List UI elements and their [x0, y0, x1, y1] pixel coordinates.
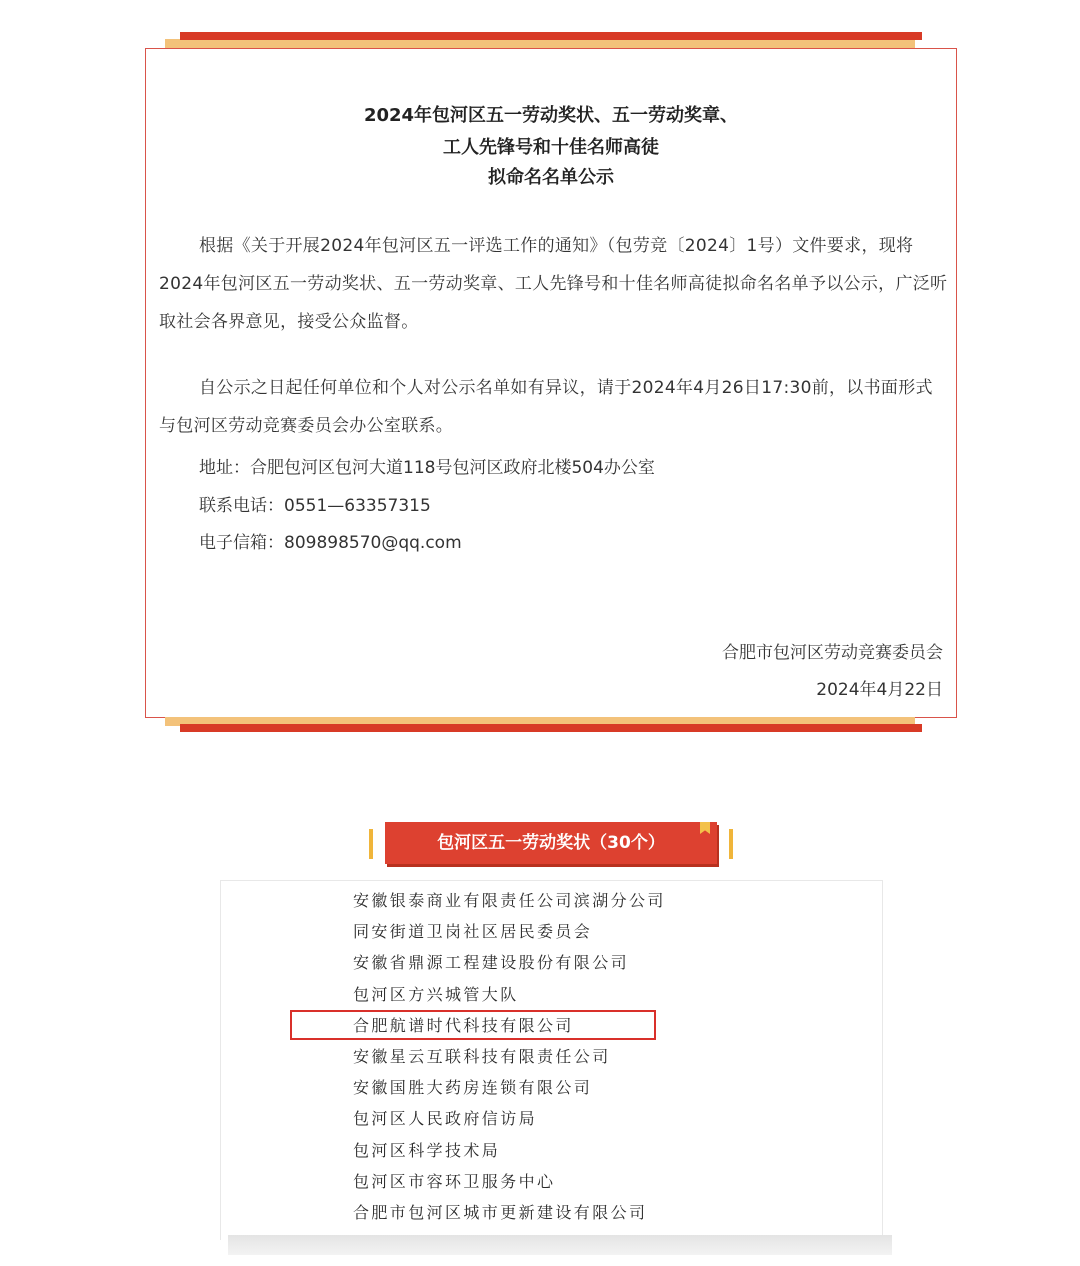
notice-title-line1: 2024年包河区五一劳动奖状、五一劳动奖章、 — [363, 105, 739, 126]
notice-paragraph-2: 自公示之日起任何单位和个人对公示名单如有异议，请于2024年4月26日17:30前，以书面形式与包河区劳动竞赛委员会办公室联系。 — [159, 378, 933, 436]
list-item-highlighted: 合肥航谱时代科技有限公司 — [353, 1015, 574, 1035]
top-gold-stripe — [165, 39, 915, 48]
header-right-accent-bar — [729, 829, 733, 859]
list-item: 安徽省鼎源工程建设股份有限公司 — [353, 953, 630, 973]
list-item: 包河区方兴城管大队 — [353, 984, 519, 1004]
list-item: 包河区人民政府信访局 — [353, 1109, 538, 1129]
section-header: 包河区五一劳动奖状（30个） — [385, 822, 717, 864]
list-item: 包河区市容环卫服务中心 — [353, 1171, 556, 1191]
list-item: 安徽星云互联科技有限责任公司 — [353, 1046, 611, 1066]
notice-card — [145, 48, 957, 718]
top-red-stripe — [180, 32, 922, 40]
awardee-list — [353, 888, 666, 1231]
signature-organization: 合肥市包河区劳动竞赛委员会 — [722, 643, 943, 663]
signature-date: 2024年4月22日 — [816, 680, 943, 700]
notice-title-line2: 工人先锋号和十佳名师高徒 — [443, 137, 659, 158]
contact-phone: 联系电话：0551—63357315 — [199, 496, 431, 516]
list-item: 合肥市包河区城市更新建设有限公司 — [353, 1202, 648, 1222]
notice-title-line3: 拟命名名单公示 — [488, 167, 614, 188]
list-item: 同安街道卫岗社区居民委员会 — [353, 922, 593, 942]
bottom-shadow-bar — [228, 1235, 892, 1255]
list-item: 安徽国胜大药房连锁有限公司 — [353, 1078, 593, 1098]
bottom-red-stripe — [180, 724, 922, 732]
contact-address: 地址：合肥包河区包河大道118号包河区政府北楼504办公室 — [199, 458, 655, 478]
highlight-box — [290, 1010, 656, 1040]
notice-paragraph-1: 根据《关于开展2024年包河区五一评选工作的通知》（包劳竞〔2024〕1号）文件要求，现将2024年包河区五一劳动奖状、五一劳动奖章、工人先锋号和十佳名师高徒拟命名名单予以公示，广泛听取社会各界意见，接受公众监督。 — [159, 236, 948, 332]
header-left-accent-bar — [369, 829, 373, 859]
contact-email: 电子信箱：809898570@qq.com — [199, 533, 462, 553]
list-item: 包河区科学技术局 — [353, 1140, 501, 1160]
list-item: 安徽银泰商业有限责任公司滨湖分公司 — [353, 891, 666, 910]
